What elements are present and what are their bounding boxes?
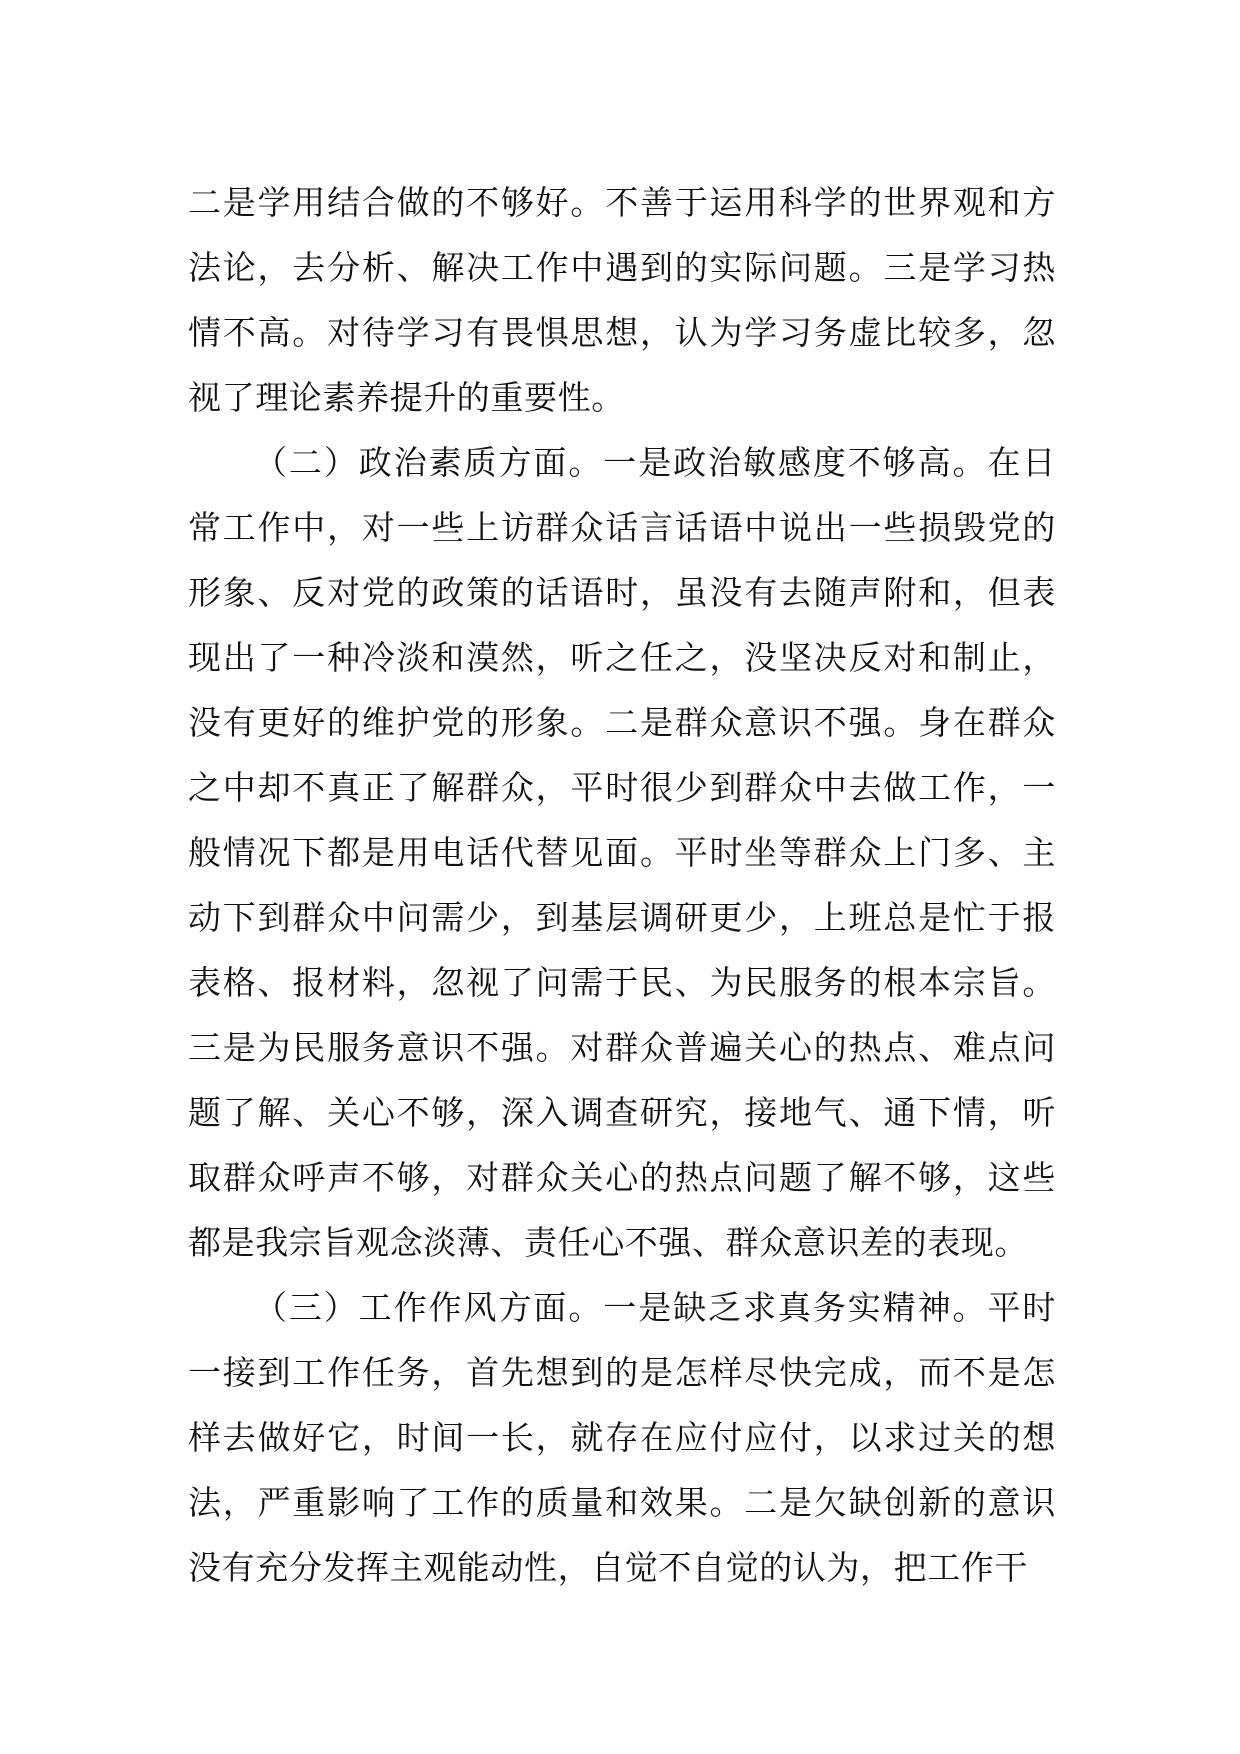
paragraph-political-quality: （二）政治素质方面。一是政治敏感度不够高。在日常工作中，对一些上访群众话言话语中说出一些损毁党的形象、反对党的政策的话语时，虽没有去随声附和，但表现出了一种冷淡和漠然，听之任之，没坚决反对和制止，没有更好的维护党的形象。二是群众意识不强。身在群众之中却不真正了解群众，平时很少到群众中去做工作，一般情况下都是用电话代替见面。平时坐等群众上门多、主动下到群众中问需少，到基层调研更少，上班总是忙于报表格、报材料，忽视了问需于民、为民服务的根本宗旨。三是为民服务意识不强。对群众普遍关心的热点、难点问题了解、关心不够，深入调查研究，接地气、通下情，听取群众呼声不够，对群众关心的热点问题了解不够，这些都是我宗旨观念淡薄、责任心不强、群众意识差的表现。 — [188, 443, 1056, 1262]
document-body — [188, 170, 1056, 1600]
paragraph-study: 二是学用结合做的不够好。不善于运用科学的世界观和方法论，去分析、解决工作中遇到的实际问题。三是学习热情不高。对待学习有畏惧思想，认为学习务虚比较多，忽视了理论素养提升的重要性。 — [188, 183, 1056, 417]
paragraph-work-style: （三）工作作风方面。一是缺乏求真务实精神。平时一接到工作任务，首先想到的是怎样尽快完成，而不是怎样去做好它，时间一长，就存在应付应付，以求过关的想法，严重影响了工作的质量和效果。二是欠缺创新的意识没有充分发挥主观能动性，自觉不自觉的认为，把工作干 — [188, 1288, 1056, 1587]
